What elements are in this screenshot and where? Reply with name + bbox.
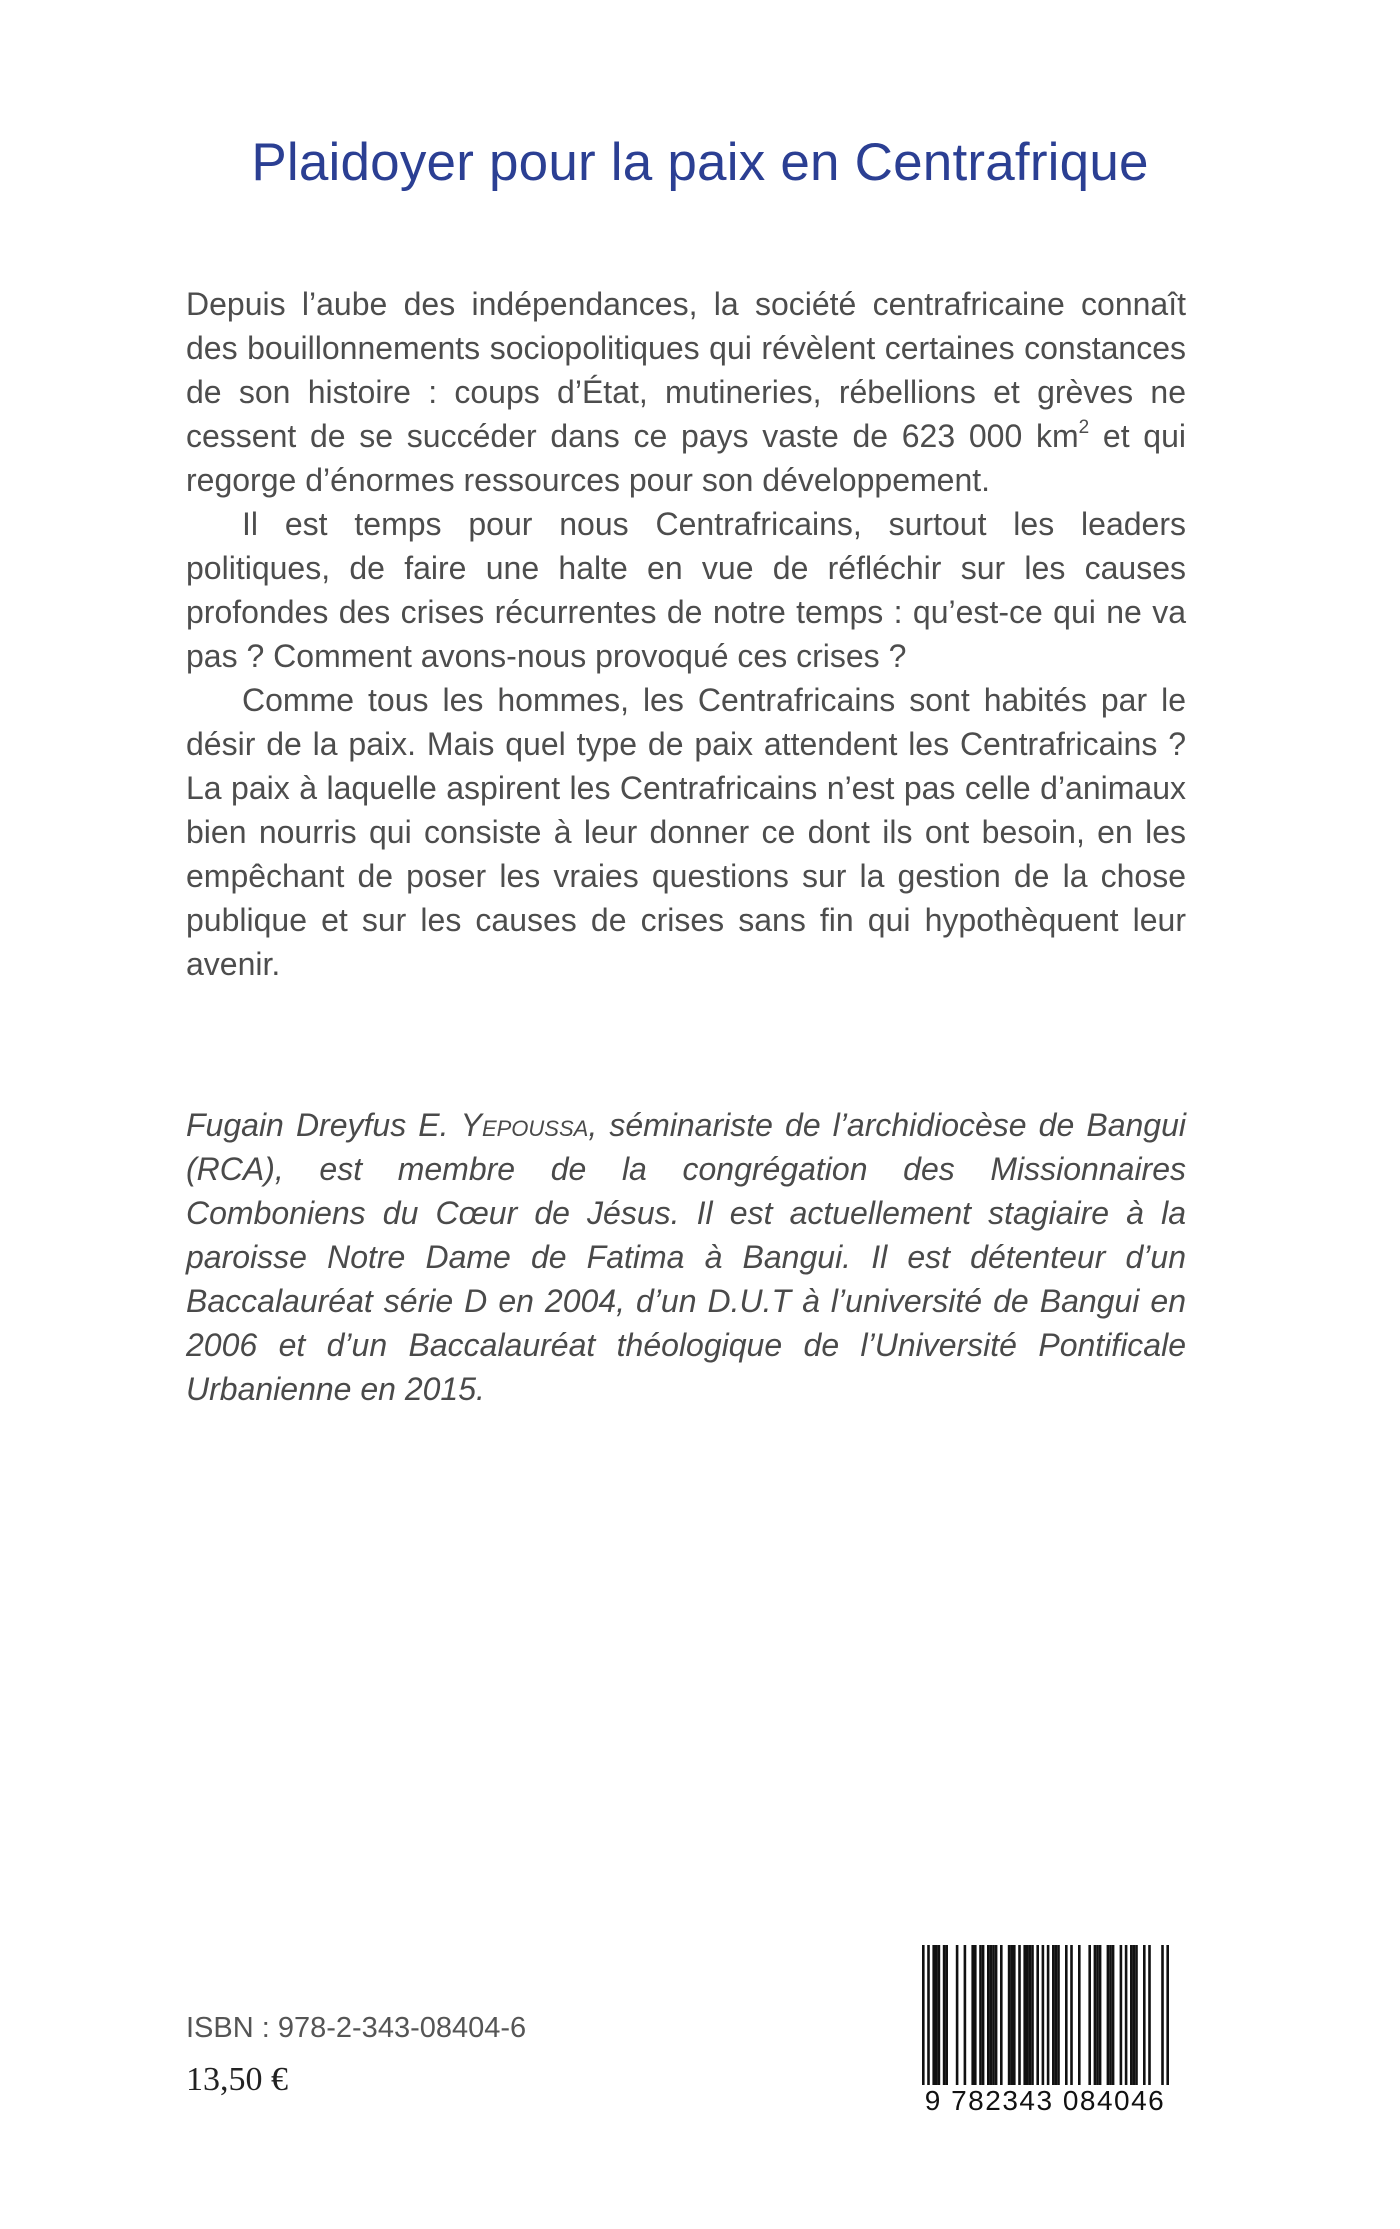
summary-paragraph-2: Il est temps pour nous Centrafricains, surtout les leaders politiques, de faire une halte en vue de réfléchir sur les causes profondes des crises récurrentes de notre temps : qu’est-ce qui ne va pas ? Comment avons-nous provoqué ces crises ? (186, 506, 1186, 674)
author-name: Fugain Dreyfus E. (186, 1107, 461, 1143)
barcode-digits: 9 782343 084046 (900, 2085, 1190, 2117)
barcode-bar (1047, 1945, 1050, 2103)
barcode-bar (945, 1945, 948, 2085)
barcode-bar (1057, 1945, 1060, 2085)
isbn-label: ISBN : 978-2-343-08404-6 (186, 2012, 527, 2044)
barcode-bar (1000, 1945, 1003, 2085)
barcode-bar (982, 1945, 985, 2085)
barcode-bar (938, 1945, 941, 2085)
barcode-bar (995, 1945, 998, 2085)
barcode-bar (1143, 1945, 1146, 2085)
barcode-bar (974, 1945, 977, 2085)
author-surname: Yepoussa (460, 1107, 589, 1143)
barcode-bar (992, 1945, 995, 2085)
barcode-bar (1026, 1945, 1029, 2085)
barcode-bar (1013, 1945, 1016, 2085)
summary-paragraph-3: Comme tous les hommes, les Centrafricains sont habités par le désir de la paix. Mais quel type de paix attendent les Centrafricains ? La paix à laquelle aspirent les Centrafricains n’est pas celle d’animaux bien nourris qui consiste à leur donner ce dont ils ont besoin, en les empêchant de poser les vraies questions sur la gestion de la chose publique et sur les causes de crises sans fin qui hypothèquent leur avenir. (186, 682, 1186, 982)
barcode-bar (1023, 1945, 1026, 2085)
book-title: Plaidoyer pour la paix en Centrafrique (251, 133, 1149, 192)
barcode-bar (1055, 1945, 1058, 2085)
barcode-bar (990, 1945, 993, 2085)
barcode-bar (1133, 1945, 1136, 2085)
barcode-bar (979, 1945, 982, 2085)
barcode-bar (1018, 1945, 1021, 2085)
barcode-bar (956, 1945, 959, 2085)
summary-p1-text-end: et qui regorge d’énormes ressources pour son développement. (186, 418, 1187, 498)
barcode-bar (1070, 1945, 1073, 2085)
barcode-bar (1099, 1945, 1102, 2085)
barcode-bar (1094, 1945, 1097, 2085)
barcode-bar (1065, 1945, 1068, 2085)
book-summary (186, 282, 1186, 986)
barcode-bar (1107, 1945, 1110, 2085)
barcode-bar (1112, 1945, 1115, 2085)
barcode-bar (1109, 1945, 1112, 2085)
barcode-bar (1036, 1945, 1039, 2085)
barcode-bar (1042, 1945, 1045, 2103)
barcode-bar (1078, 1945, 1081, 2085)
barcode-bar (922, 1945, 925, 2103)
barcode-bar (1130, 1945, 1133, 2085)
barcode-bar (1161, 1945, 1164, 2103)
barcode-bar (1125, 1945, 1128, 2085)
barcode-bar (1031, 1945, 1034, 2085)
barcode-bar (964, 1945, 967, 2085)
price-label: 13,50 € (186, 2061, 288, 2098)
barcode-bar (1120, 1945, 1123, 2085)
barcode-bar (987, 1945, 990, 2085)
barcode-bar (935, 1945, 938, 2085)
author-bio-text: , séminariste de l’archidiocèse de Bangui (RCA), est membre de la congrégation des Missionnaires Comboniens du Cœur de Jésus. Il est actuellement stagiaire à la paroisse Notre Dame de Fatima à Bangui. Il est détenteur d’un Baccalauréat série D en 2004, d’un D.U.T à l’université de Bangui en 2006 et d’un Baccalauréat théologique de l’Université Pontificale Urbanienne en 2015. (186, 1107, 1186, 1407)
barcode-bar (971, 1945, 974, 2085)
barcode-bar (1096, 1945, 1099, 2085)
barcode-bar (1008, 1945, 1011, 2085)
barcode-bar (1052, 1945, 1055, 2085)
barcode-bar (1010, 1945, 1013, 2085)
barcode-bar (1029, 1945, 1032, 2085)
barcode-bar (1166, 1945, 1169, 2103)
barcode-bar (1088, 1945, 1091, 2085)
barcode-bar (1148, 1945, 1151, 2085)
barcode-bar (927, 1945, 930, 2103)
barcode-bar (932, 1945, 935, 2085)
barcode-bar (943, 1945, 946, 2085)
barcode-bar (1135, 1945, 1138, 2085)
author-biography (186, 1103, 1186, 1411)
summary-paragraph-1 (186, 282, 1186, 502)
superscript-2: 2 (1078, 417, 1090, 438)
summary-p1-text: Depuis l’aube des indépendances, la société centrafricaine connaît des bouillonnements sociopolitiques qui révèlent certaines constances de son histoire : coups d’État, mutineries, rébellions et grèves ne cessent de se succéder dans ce pays vaste de 623 000 km (186, 286, 1186, 454)
